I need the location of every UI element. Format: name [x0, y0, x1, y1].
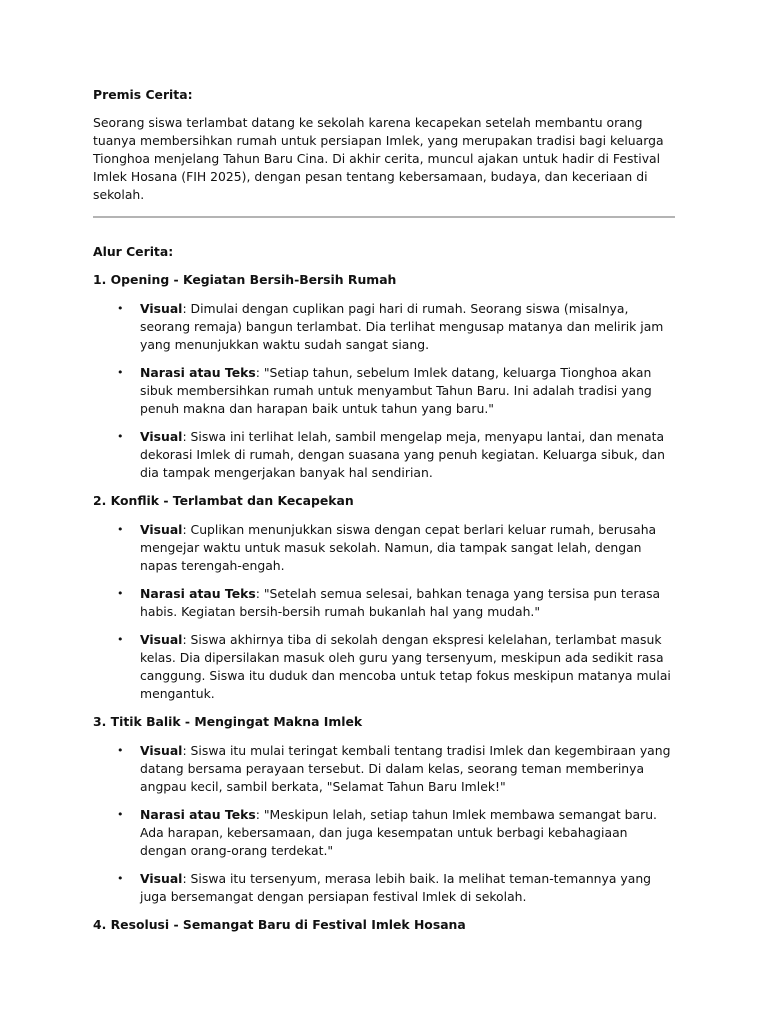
section-title: 3. Titik Balik - Mengingat Makna Imlek [93, 714, 363, 729]
list-item [93, 806, 678, 860]
item-label: Visual [140, 522, 183, 537]
alur-sections [93, 271, 678, 934]
list-item [93, 364, 678, 418]
item-label: Visual [140, 632, 183, 647]
list-item [93, 631, 678, 703]
list-item [93, 300, 678, 354]
bullet-icon: • [117, 430, 124, 443]
list-item [93, 742, 678, 796]
section-list [93, 742, 678, 906]
list-item [93, 428, 678, 482]
item-text: : Siswa ini terlihat lelah, sambil mengelap meja, menyapu lantai, dan menata dekorasi Imlek di rumah, dengan suasana yang penuh kegiatan. Keluarga sibuk, dan dia tampak mengerjakan banyak hal sendirian. [140, 429, 666, 480]
document-content [93, 86, 678, 945]
item-text: : Siswa itu tersenyum, merasa lebih baik. Ia melihat teman-temannya yang juga bersemangat dengan persiapan festival Imlek di sekolah. [140, 871, 652, 904]
bullet-icon: • [117, 744, 124, 757]
divider [93, 216, 675, 218]
alur-title: Alur Cerita: [93, 244, 174, 259]
item-label: Narasi atau Teks [140, 586, 256, 601]
list-item [93, 521, 678, 575]
bullet-icon: • [117, 808, 124, 821]
item-text: : "Setelah semua selesai, bahkan tenaga yang tersisa pun terasa habis. Kegiatan bersih-bersih rumah bukanlah hal yang mudah." [140, 586, 661, 619]
item-text: : Cuplikan menunjukkan siswa dengan cepat berlari keluar rumah, berusaha mengejar waktu untuk masuk sekolah. Namun, dia tampak sangat lelah, dengan napas terengah-engah. [140, 522, 657, 573]
item-text: : "Setiap tahun, sebelum Imlek datang, keluarga Tionghoa akan sibuk membersihkan rumah untuk menyambut Tahun Baru. Ini adalah tradisi yang penuh makna dan harapan baik untuk tahun yang baru." [140, 365, 652, 416]
bullet-icon: • [117, 633, 124, 646]
section-list [93, 521, 678, 703]
item-text: : "Meskipun lelah, setiap tahun Imlek membawa semangat baru. Ada harapan, kebersamaan, dan juga kesempatan untuk berbagi kebahagiaan dengan orang-orang terdekat." [140, 807, 657, 858]
premis-title: Premis Cerita: [93, 87, 193, 102]
section-title: 2. Konflik - Terlambat dan Kecapekan [93, 493, 354, 508]
item-label: Visual [140, 301, 183, 316]
bullet-icon: • [117, 366, 124, 379]
item-text: : Siswa akhirnya tiba di sekolah dengan ekspresi kelelahan, terlambat masuk kelas. Dia dipersilakan masuk oleh guru yang tersenyum, meskipun ada sedikit rasa canggung. Siswa itu duduk dan mencoba untuk tetap fokus meskipun matanya mulai mengantuk. [140, 632, 671, 701]
section-title: 1. Opening - Kegiatan Bersih-Bersih Rumah [93, 272, 397, 287]
section-list [93, 300, 678, 482]
item-label: Narasi atau Teks [140, 807, 256, 822]
item-label: Narasi atau Teks [140, 365, 256, 380]
bullet-icon: • [117, 587, 124, 600]
list-item [93, 870, 678, 906]
list-item [93, 585, 678, 621]
section-title: 4. Resolusi - Semangat Baru di Festival Imlek Hosana [93, 917, 466, 932]
bullet-icon: • [117, 523, 124, 536]
item-label: Visual [140, 743, 183, 758]
bullet-icon: • [117, 872, 124, 885]
premis-text: Seorang siswa terlambat datang ke sekolah karena kecapekan setelah membantu orang tuanya membersihkan rumah untuk persiapan Imlek, yang merupakan tradisi bagi keluarga Tionghoa menjelang Tahun Baru Cina. Di akhir cerita, muncul ajakan untuk hadir di Festival Imlek Hosana (FIH 2025), dengan pesan tentang kebersamaan, budaya, dan keceriaan di sekolah. [93, 115, 664, 202]
bullet-icon: • [117, 302, 124, 315]
item-label: Visual [140, 429, 183, 444]
item-label: Visual [140, 871, 183, 886]
item-text: : Siswa itu mulai teringat kembali tentang tradisi Imlek dan kegembiraan yang datang bersama perayaan tersebut. Di dalam kelas, seorang teman memberinya angpau kecil, sambil berkata, "Selamat Tahun Baru Imlek!" [140, 743, 671, 794]
item-text: : Dimulai dengan cuplikan pagi hari di rumah. Seorang siswa (misalnya, seorang remaja) bangun terlambat. Dia terlihat mengusap matanya dan melirik jam yang menunjukkan waktu sudah sangat siang. [140, 301, 664, 352]
